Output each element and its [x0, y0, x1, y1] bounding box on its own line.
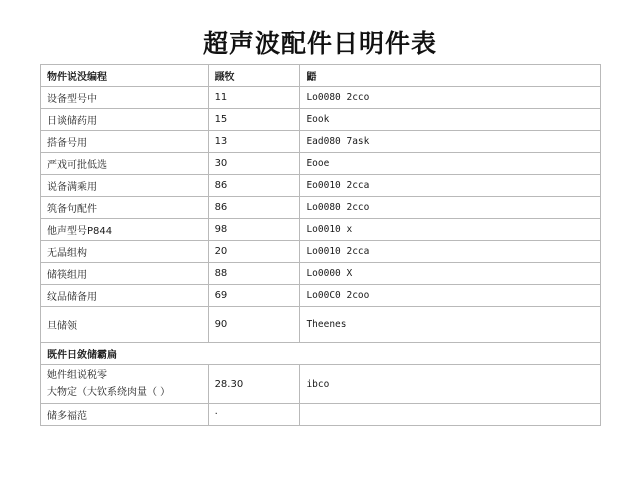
- cell-code: Lo0010 2cca: [300, 241, 601, 263]
- table-row: [41, 109, 601, 131]
- table-row: [41, 285, 601, 307]
- cell-name: 储多福范: [41, 404, 209, 426]
- cell-code: Eook: [300, 109, 601, 131]
- cell-qty: 90: [208, 307, 300, 343]
- table-row: [41, 219, 601, 241]
- header-qty: 蹑牧: [208, 65, 300, 87]
- cell-name: 设备型号中: [41, 87, 209, 109]
- parts-table: [40, 64, 601, 426]
- cell-qty: 28.30: [208, 365, 300, 404]
- header-code: 鼯: [300, 65, 601, 87]
- table-header-row: [41, 65, 601, 87]
- table-row: [41, 131, 601, 153]
- cell-name-line2: 大物定（大钦系绕肉量（ ）: [47, 387, 171, 398]
- cell-name: 无晶组构: [41, 241, 209, 263]
- table-row: [41, 241, 601, 263]
- cell-code: Lo0080 2cco: [300, 197, 601, 219]
- cell-qty: 13: [208, 131, 300, 153]
- cell-code: Lo0080 2cco: [300, 87, 601, 109]
- cell-code: Lo0000 X: [300, 263, 601, 285]
- header-name: 物件说没编程: [41, 65, 209, 87]
- section-label: 既件日敛储霸扁: [41, 343, 601, 365]
- table-row: [41, 87, 601, 109]
- table-row: [41, 153, 601, 175]
- table-row: [41, 175, 601, 197]
- cell-qty: 11: [208, 87, 300, 109]
- table-row: [41, 197, 601, 219]
- cell-name: 说备满乘用: [41, 175, 209, 197]
- cell-code: ibco: [300, 365, 601, 404]
- cell-code: Theenes: [300, 307, 601, 343]
- cell-code: Eooe: [300, 153, 601, 175]
- cell-name: 搭备号用: [41, 131, 209, 153]
- cell-name: 旦储领: [41, 307, 209, 343]
- table-row: [41, 263, 601, 285]
- cell-name: 储筷组用: [41, 263, 209, 285]
- cell-qty: 15: [208, 109, 300, 131]
- cell-qty: 20: [208, 241, 300, 263]
- cell-name-line1: 她件组说税零: [47, 370, 107, 381]
- cell-qty: 86: [208, 197, 300, 219]
- cell-code: Ead080 7ask: [300, 131, 601, 153]
- cell-code: Lo00C0 2coo: [300, 285, 601, 307]
- cell-name: 筑备句配件: [41, 197, 209, 219]
- cell-qty: 69: [208, 285, 300, 307]
- cell-name: 严戏可批低选: [41, 153, 209, 175]
- cell-name: 纹品储备用: [41, 285, 209, 307]
- cell-qty: 86: [208, 175, 300, 197]
- table-row: [41, 404, 601, 426]
- table-row: [41, 365, 601, 404]
- cell-code: [300, 404, 601, 426]
- cell-code: Lo0010 x: [300, 219, 601, 241]
- cell-code: Eo0010 2cca: [300, 175, 601, 197]
- cell-name: [41, 365, 209, 404]
- document-title: 超声波配件日明件表: [202, 29, 437, 58]
- cell-qty: ·: [208, 404, 300, 426]
- cell-name: 日谈储药用: [41, 109, 209, 131]
- cell-qty: 88: [208, 263, 300, 285]
- cell-qty: 98: [208, 219, 300, 241]
- cell-qty: 30: [208, 153, 300, 175]
- section-header-row: [41, 343, 601, 365]
- cell-name: 他声型号P844: [41, 219, 209, 241]
- table-row: [41, 307, 601, 343]
